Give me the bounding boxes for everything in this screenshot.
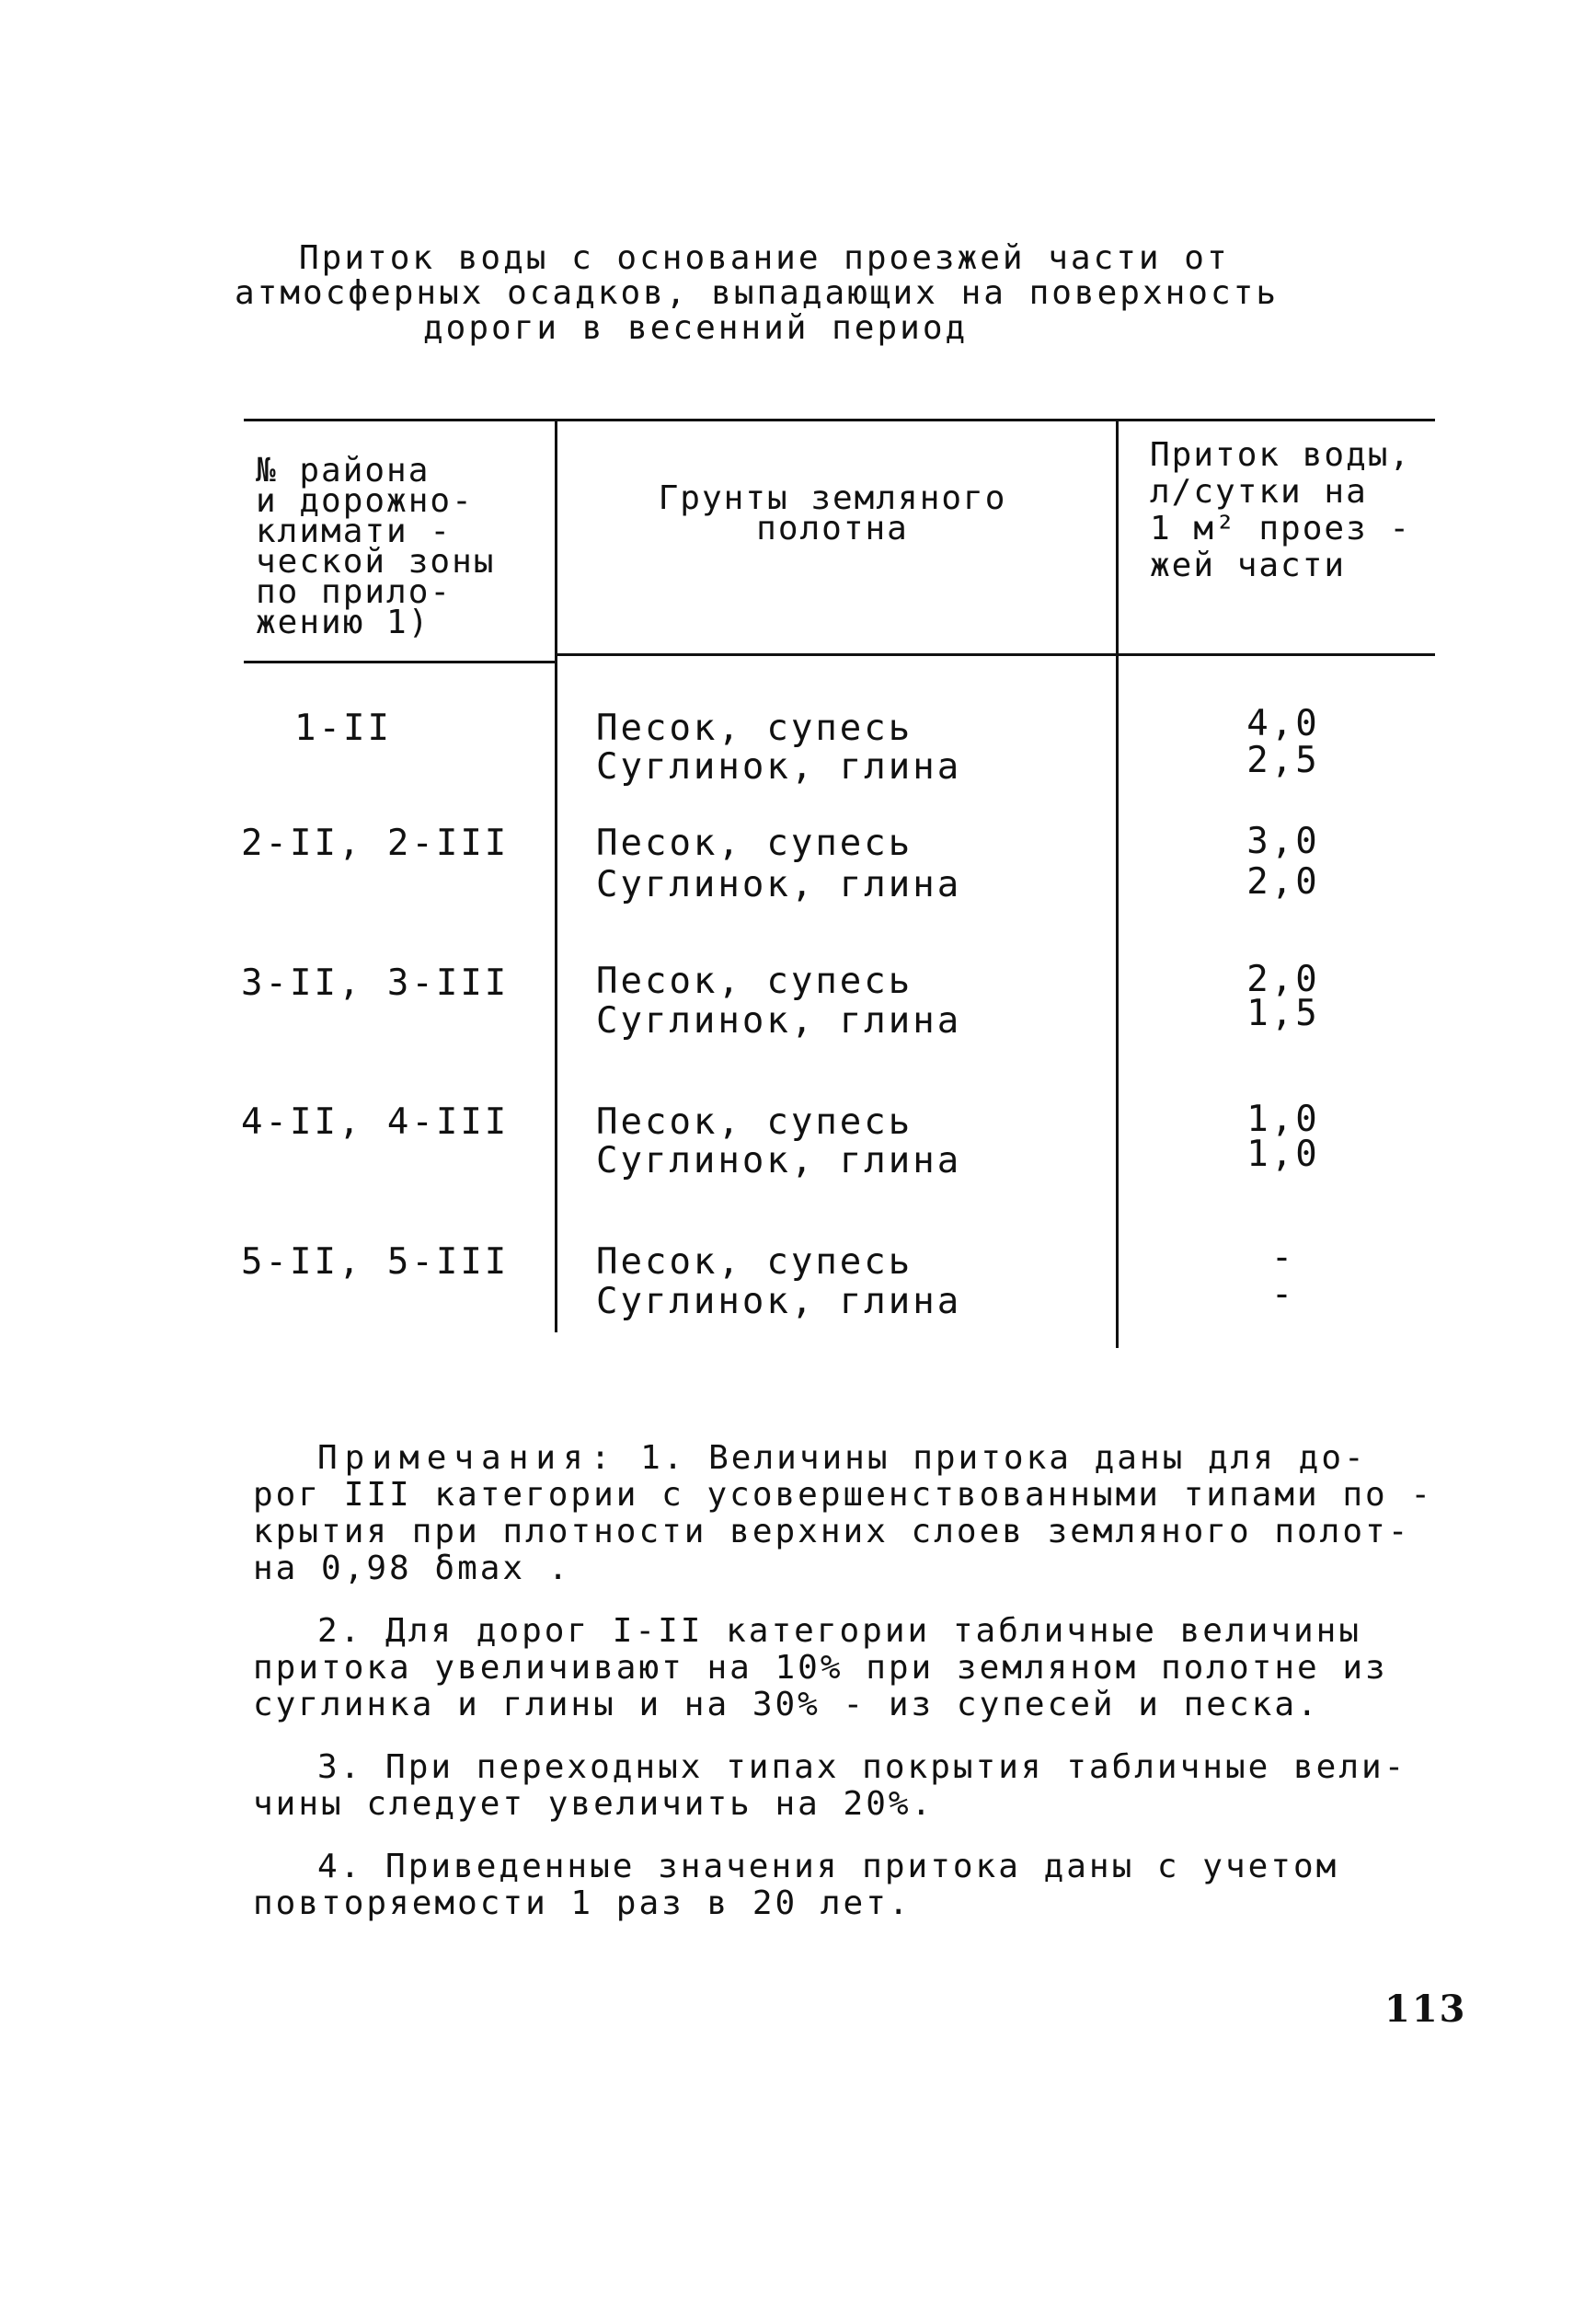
table-row-2-soil-2: Суглинок, глина	[596, 864, 962, 905]
table-row-2-zone: 2-II, 2-III	[241, 823, 510, 864]
title-line-1: Приток воды с основание проезжей части от	[299, 239, 1230, 277]
table-row-1-soil-2: Суглинок, глина	[596, 746, 962, 788]
page-number: 113	[1384, 1988, 1467, 2031]
column-divider-1	[555, 419, 557, 1332]
table-top-rule	[244, 419, 1435, 421]
table-row-5-soil-1: Песок, супесь	[596, 1241, 913, 1283]
table-row-4-soil-1: Песок, супесь	[596, 1101, 913, 1143]
table-row-2-soil-1: Песок, супесь	[596, 823, 913, 864]
header-bottom-rule-left	[244, 661, 557, 663]
table-row-4-value-2: 1,0	[1246, 1134, 1320, 1175]
note-3: 3. При переходных типах покрытия табличные вели- чины следует увеличить на 20%.	[253, 1748, 1407, 1823]
table-row-5-value-2: -	[1270, 1273, 1296, 1315]
table-row-2-value-2: 2,0	[1246, 861, 1320, 903]
header-zone: № района и дорожно- климати - ческой зоны по прило- жению 1)	[256, 452, 496, 641]
note-4: 4. Приведенные значения притока даны с учетом повторяемости 1 раз в 20 лет.	[253, 1848, 1339, 1922]
table-row-5-zone: 5-II, 5-III	[241, 1241, 510, 1283]
title-line-2: атмосферных осадков, выпадающих на поверхность	[235, 274, 1279, 312]
table-row-4-value-1: 1,0	[1246, 1099, 1320, 1140]
table-row-5-value-1: -	[1270, 1237, 1296, 1278]
table-row-4-zone: 4-II, 4-III	[241, 1101, 510, 1143]
table-row-5-soil-2: Суглинок, глина	[596, 1281, 962, 1322]
title-line-3: дороги в весенний период	[423, 309, 969, 347]
notes-label: Примечания:	[317, 1439, 618, 1477]
table-row-1-value-1: 4,0	[1246, 703, 1320, 744]
notes-block	[253, 1440, 1449, 1948]
table-row-2-value-1: 3,0	[1246, 821, 1320, 862]
note-2: 2. Для дорог I-II категории табличные величины притока увеличивают на 10% при земляном полотне из суглинка и глины и на 30% - из супесей и песка.	[253, 1612, 1388, 1723]
table-row-1-soil-1: Песок, супесь	[596, 708, 913, 749]
table-title	[235, 241, 1384, 346]
header-inflow: Приток воды, л/сутки на 1 м² проез - жей части	[1150, 436, 1412, 584]
table-row-3-value-1: 2,0	[1246, 959, 1320, 1000]
table-row-4-soil-2: Суглинок, глина	[596, 1140, 962, 1181]
table-row-3-soil-2: Суглинок, глина	[596, 1000, 962, 1042]
header-bottom-rule-right	[557, 653, 1435, 656]
column-divider-2	[1116, 419, 1119, 1348]
table-row-3-soil-1: Песок, супесь	[596, 961, 913, 1002]
header-soil: Грунты земляного полотна	[658, 479, 1007, 547]
table-row-1-value-2: 2,5	[1246, 740, 1320, 781]
table-row-3-value-2: 1,5	[1246, 993, 1320, 1034]
table-row-3-zone: 3-II, 3-III	[241, 962, 510, 1004]
note-1: Примечания: 1. Величины притока даны для до- рог III категории с усовершенствованными типами по - крытия при плотности верхних слоев земляного полот- на 0,98 δmax .	[253, 1439, 1434, 1587]
table-row-1-zone: 1-II	[294, 708, 392, 749]
